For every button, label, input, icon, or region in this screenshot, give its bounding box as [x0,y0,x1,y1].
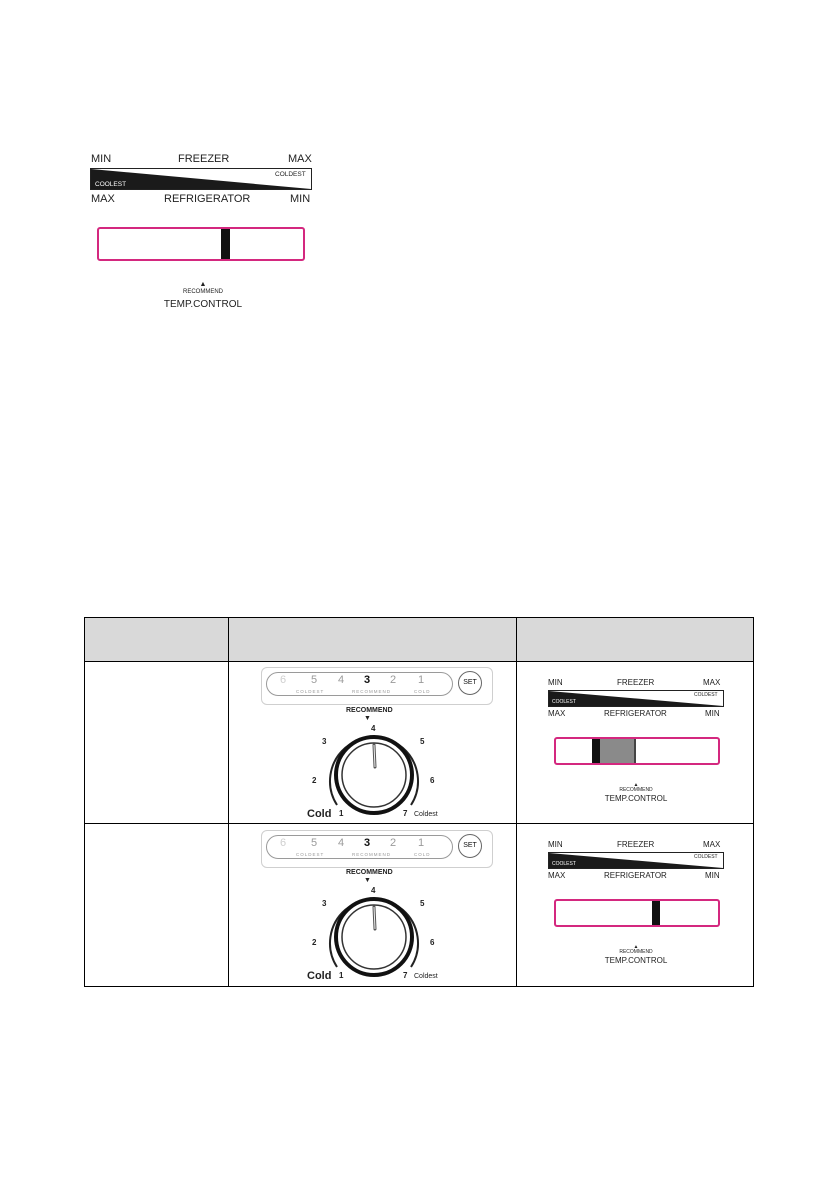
panel-number-2: 2 [390,837,397,849]
recommend-label: RECOMMEND [183,289,223,295]
dial-number-4: 4 [371,724,376,733]
thumb-freezer: FREEZER [617,678,655,687]
freezer-max-label: MAX [288,153,312,165]
dial-number-1: 1 [339,809,344,818]
dial-number-3: 3 [322,899,327,908]
panel-number-5: 5 [311,837,318,849]
thumb-freezer-min: MIN [548,840,563,849]
thumb-recommend-marker: ▲ [633,944,639,950]
table-row [84,824,754,986]
dial-knob-svg[interactable] [314,723,434,823]
panel-number-4: 4 [338,837,345,849]
refrigerator-label: REFRIGERATOR [164,193,251,205]
thumb-freezer: FREEZER [617,840,655,849]
dial-number-2: 2 [312,776,317,785]
thumb-slider-track[interactable] [554,737,720,765]
coldest-label: COLDEST [275,171,306,178]
thumb-slider-range-start [592,739,600,763]
thumb-refrigerator-min: MIN [705,709,720,718]
dial-number-5: 5 [420,899,425,908]
control-panel-display [266,667,486,699]
thumb-coolest: COOLEST [552,861,576,867]
dial-cold-label: Cold [307,970,332,982]
temperature-gradient-bar [90,168,312,190]
panel-number-4: 4 [338,674,345,686]
panel-number-3: 3 [364,837,371,849]
dial-number-5: 5 [420,737,425,746]
thumb-slider-knob[interactable] [652,901,660,925]
thumb-freezer-max: MAX [703,678,721,687]
recommend-marker: ▲ [199,281,207,288]
dial-coldest-label: Coldest [414,973,438,980]
panel-number-5: 5 [311,674,318,686]
panel-sub-coldest: COLDEST [296,852,325,857]
panel-sub-coldest: COLDEST [296,689,325,694]
panel-number-6: 6 [280,837,287,849]
dial-number-6: 6 [430,776,435,785]
dial-knob-svg[interactable] [314,885,434,985]
thumb-refrigerator-min: MIN [705,871,720,880]
dial-coldest-label: Coldest [414,811,438,818]
thumb-freezer-min: MIN [548,678,563,687]
temp-control-diagram [88,150,318,320]
set-button[interactable]: SET [458,671,482,695]
dial-number-1: 1 [339,971,344,980]
temp-control-label: TEMP.CONTROL [163,299,243,310]
panel-sub-recommend: RECOMMEND [352,852,391,857]
thumb-gradient-bar [548,690,724,707]
thumb-refrigerator: REFRIGERATOR [604,709,667,718]
thumb-refrigerator-max: MAX [548,871,566,880]
thumb-coolest: COOLEST [552,699,576,705]
thumb-gradient-bar [548,852,724,869]
temperature-dial [294,707,464,823]
thumb-recommend-marker: ▲ [633,782,639,788]
panel-number-3: 3 [364,674,371,686]
panel-number-2: 2 [390,674,397,686]
panel-number-1: 1 [418,837,425,849]
dial-number-3: 3 [322,737,327,746]
thumb-temp-control: TEMP.CONTROL [604,956,668,965]
dial-number-6: 6 [430,938,435,947]
panel-sub-recommend: RECOMMEND [352,689,391,694]
thumb-recommend: RECOMMEND [619,949,653,955]
temp-control-thumbnail [546,840,726,970]
temperature-dial [294,869,464,985]
table-row [84,662,754,823]
coolest-label: COOLEST [95,181,127,188]
dial-number-4: 4 [371,886,376,895]
panel-sub-cold: COLD [414,689,431,694]
refrigerator-max-label: MAX [91,193,115,205]
thumb-coldest: COLDEST [694,854,718,860]
thumb-refrigerator-max: MAX [548,709,566,718]
thumb-recommend: RECOMMEND [619,787,653,793]
dial-recommend-label: RECOMMEND [346,869,393,876]
table-border-top [84,617,754,618]
panel-number-6: 6 [280,674,287,686]
dial-recommend-label: RECOMMEND [346,707,393,714]
table-border-bottom [84,986,754,987]
dial-cold-label: Cold [307,808,332,820]
dial-number-7: 7 [403,809,408,818]
dial-recommend-marker: ▼ [364,715,371,722]
thumb-temp-control: TEMP.CONTROL [604,794,668,803]
table-header [84,617,754,661]
temp-slider-knob[interactable] [221,229,230,259]
freezer-min-label: MIN [91,153,112,165]
thumb-slider-range-end [634,739,636,763]
set-button[interactable]: SET [458,834,482,858]
thumb-freezer-max: MAX [703,840,721,849]
thumb-slider-range [600,739,634,763]
control-panel-display [266,830,486,862]
thumb-slider-track[interactable] [554,899,720,927]
temp-control-thumbnail [546,678,726,808]
panel-sub-cold: COLD [414,852,431,857]
thumb-refrigerator: REFRIGERATOR [604,871,667,880]
thumb-coldest: COLDEST [694,692,718,698]
dial-recommend-marker: ▼ [364,877,371,884]
temp-slider-track[interactable] [97,227,305,261]
refrigerator-min-label: MIN [290,193,311,205]
dial-number-7: 7 [403,971,408,980]
dial-number-2: 2 [312,938,317,947]
settings-table [84,617,754,987]
freezer-label: FREEZER [178,153,230,165]
panel-number-1: 1 [418,674,425,686]
